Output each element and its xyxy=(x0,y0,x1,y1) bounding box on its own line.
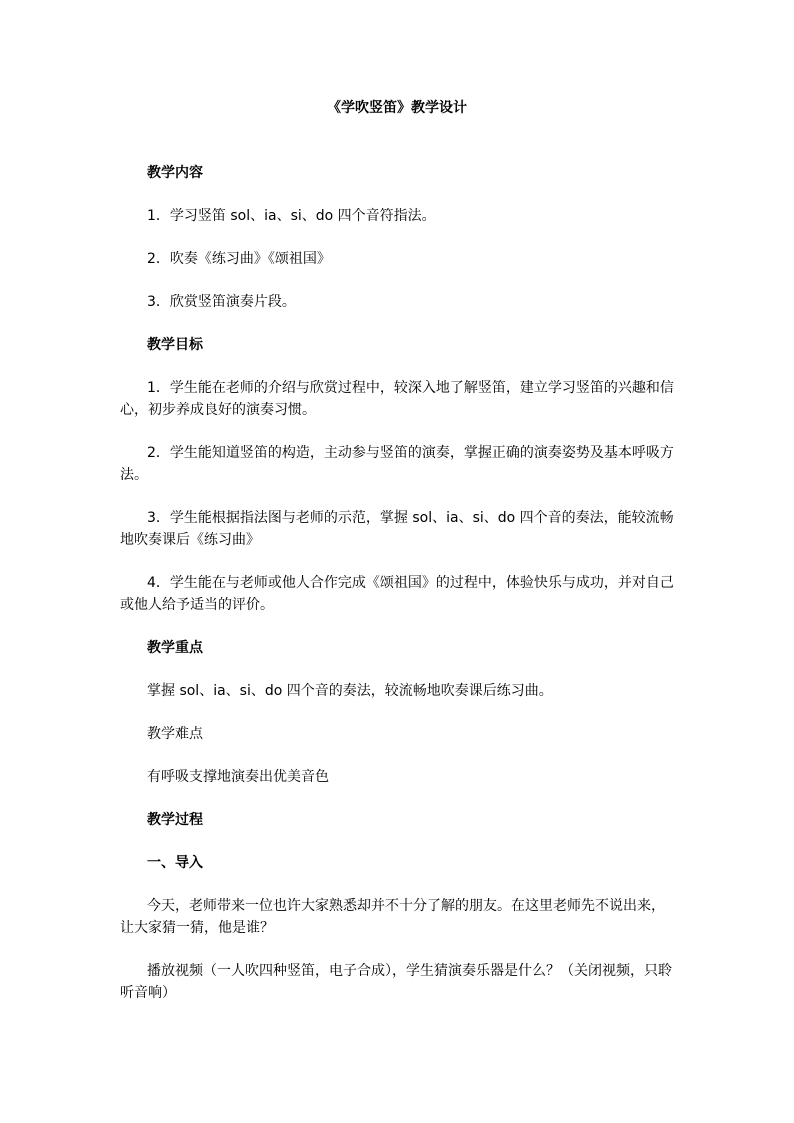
intro-paragraph-1: 今天，老师带来一位也许大家熟悉却并不十分了解的朋友。在这里老师先不说出来，让大家猜一猜，他是谁？ xyxy=(120,898,665,936)
content-item-2: 2．吹奏《练习曲》《颂祖国》 xyxy=(147,251,331,267)
content-item-1: 1．学习竖笛 sol、ia、si、do 四个音符指法。 xyxy=(147,208,436,224)
intro-paragraph-2: 播放视频（一人吹四种竖笛，电子合成），学生猜演奏乐器是什么？（关闭视频，只聆听音响） xyxy=(120,963,672,1001)
heading-process: 教学过程 xyxy=(147,812,203,828)
heading-goals: 教学目标 xyxy=(147,337,203,353)
key-points-text: 掌握 sol、ia、si、do 四个音的奏法，较流畅地吹奏课后练习曲。 xyxy=(147,683,553,699)
difficulty-text: 有呼吸支撑地演奏出优美音色 xyxy=(147,769,329,785)
document-title: 《学吹竖笛》教学设计 xyxy=(327,100,467,116)
goal-item-1: 1．学生能在老师的介绍与欣赏过程中，较深入地了解竖笛，建立学习竖笛的兴趣和信心，初步养成良好的演奏习惯。 xyxy=(120,380,674,418)
goal-item-2: 2．学生能知道竖笛的构造，主动参与竖笛的演奏，掌握正确的演奏姿势及基本呼吸方法。 xyxy=(120,445,674,483)
goal-item-3: 3．学生能根据指法图与老师的示范，掌握 sol、ia、si、do 四个音的奏法，能较流畅地吹奏课后《练习曲》 xyxy=(120,510,674,548)
heading-content: 教学内容 xyxy=(147,165,203,181)
heading-key-points: 教学重点 xyxy=(147,640,203,656)
heading-intro: 一、导入 xyxy=(147,855,203,871)
content-item-3: 3．欣赏竖笛演奏片段。 xyxy=(147,294,296,310)
goal-item-4: 4．学生能在与老师或他人合作完成《颂祖国》的过程中，体验快乐与成功，并对自己或他人给予适当的评价。 xyxy=(120,575,674,613)
heading-difficulty: 教学难点 xyxy=(147,726,203,742)
